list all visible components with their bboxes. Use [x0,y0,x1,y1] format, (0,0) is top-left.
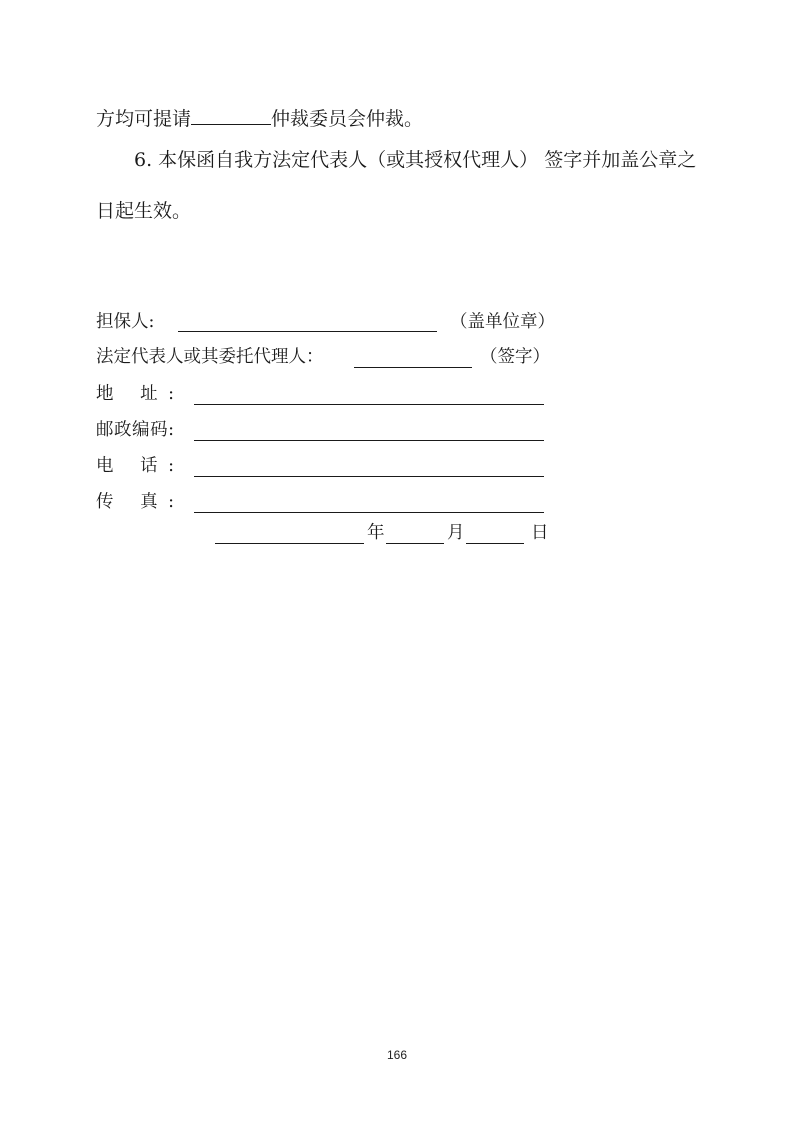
arbitration-suffix: 仲裁委员会仲裁。 [271,108,424,130]
arbitration-clause-line [96,110,423,129]
address-row [96,386,174,404]
guarantor-note: （盖单位章） [450,312,555,332]
address-label: 地 址: [96,384,174,404]
date-year-blank [215,543,364,544]
phone-blank [194,476,544,477]
arbitration-committee-blank [191,123,271,125]
fax-row [96,494,174,512]
postcode-label: 邮政编码: [96,420,174,440]
effective-clause-line-1: 6. 本保函自我方法定代表人（或其授权代理人） 签字并加盖公章之 [134,149,697,171]
fax-label: 传 真: [96,492,174,512]
postcode-blank [194,440,544,441]
representative-label: 法定代表人或其委托代理人： [96,347,324,367]
postcode-row [96,422,174,440]
representative-blank [354,367,472,368]
date-year-label: 年 [367,523,385,543]
fax-blank [194,512,544,513]
date-day-label: 日 [531,523,549,543]
phone-label: 电 话: [96,456,174,476]
date-day-blank [466,543,524,544]
date-month-label: 月 [447,523,465,543]
guarantor-blank [178,331,437,332]
date-month-blank [386,543,444,544]
phone-row [96,458,174,476]
representative-row [96,349,324,367]
representative-note: （签字） [480,347,550,367]
guarantor-row [96,314,154,332]
page-number: 166 [386,1048,408,1062]
address-blank [194,404,544,405]
effective-clause-line-2: 日起生效。 [96,200,192,222]
guarantor-label: 担保人: [96,312,155,332]
arbitration-prefix: 方均可提请 [96,108,192,130]
